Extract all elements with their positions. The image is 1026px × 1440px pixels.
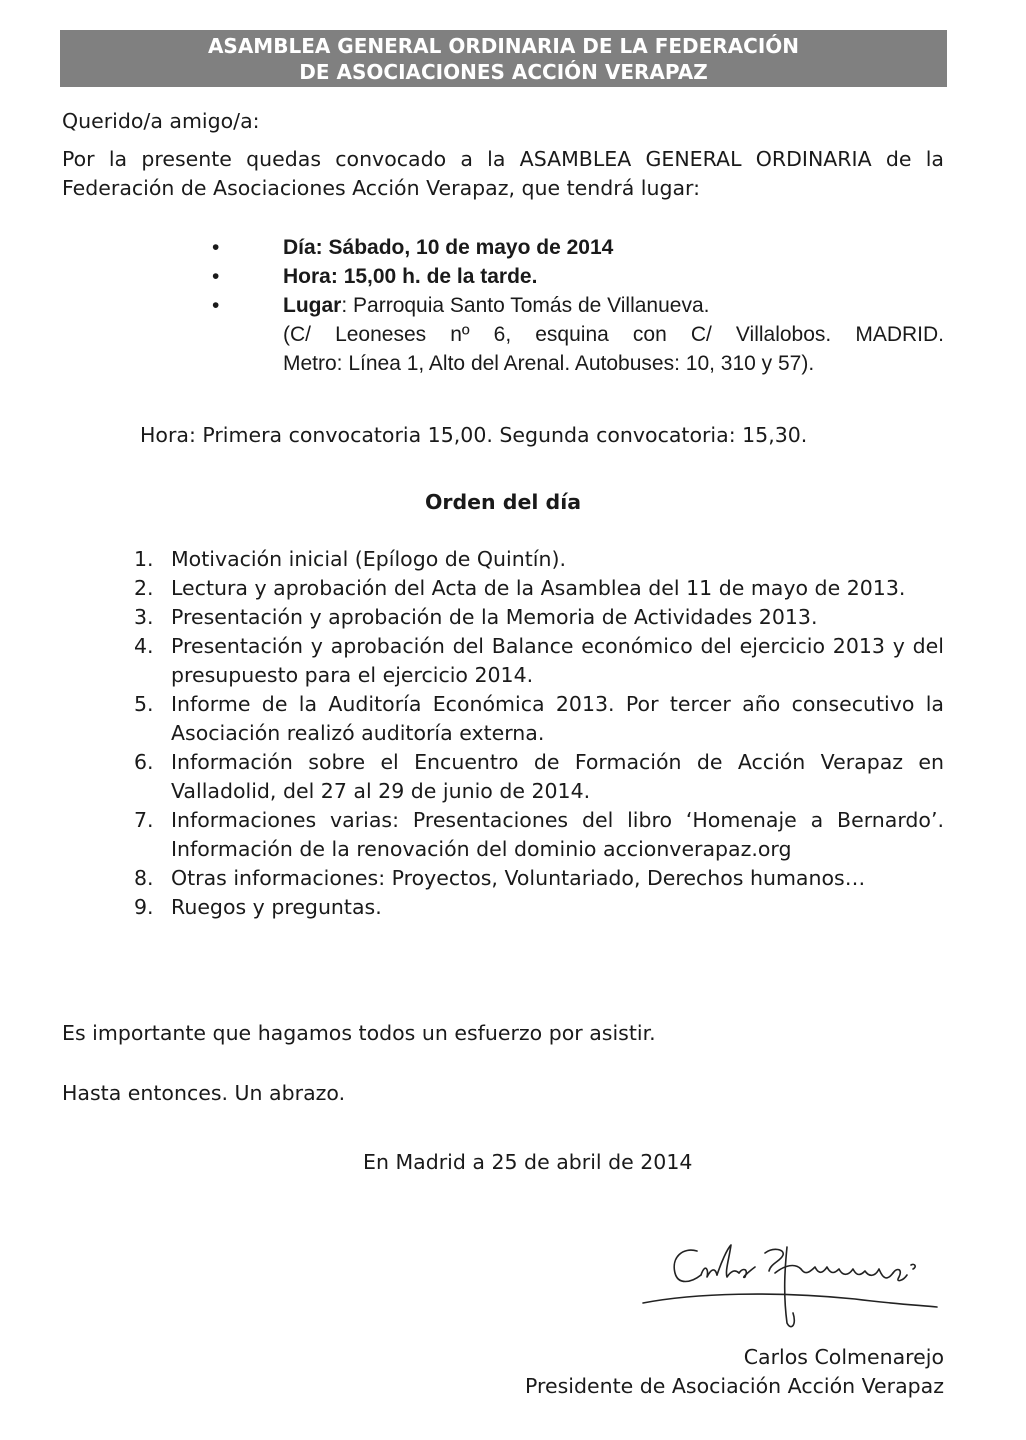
signer-block <box>525 1343 944 1401</box>
detail-lugar <box>200 291 944 320</box>
agenda-item-number: 1. <box>134 547 154 571</box>
agenda-item-number: 7. <box>134 808 154 832</box>
agenda-item-text: Informe de la Auditoría Económica 2013. Por tercer año consecutivo la Asociación realizó auditoría externa. <box>171 692 944 745</box>
agenda-item-number: 6. <box>134 750 154 774</box>
agenda-item <box>130 864 944 893</box>
meeting-details <box>200 233 944 378</box>
signer-name: Carlos Colmenarejo <box>743 1345 944 1369</box>
intro-paragraph: Por la presente quedas convocado a la ASAMBLEA GENERAL ORDINARIA de la Federación de Asociaciones Acción Verapaz, que tendrá lugar: <box>62 147 944 200</box>
convocation-hours: Hora: Primera convocatoria 15,00. Segunda convocatoria: 15,30. <box>140 423 808 447</box>
place-date: En Madrid a 25 de abril de 2014 <box>363 1150 693 1174</box>
dia-label: Día: <box>283 236 323 259</box>
agenda-item <box>130 690 944 748</box>
agenda-item-text: Presentación y aprobación de la Memoria de Actividades 2013. <box>171 605 818 629</box>
farewell: Hasta entonces. Un abrazo. <box>62 1081 346 1105</box>
agenda-item <box>130 632 944 690</box>
agenda-item <box>130 574 944 603</box>
agenda-title: Orden del día <box>424 490 582 514</box>
agenda-item-text: Motivación inicial (Epílogo de Quintín). <box>171 547 566 571</box>
header-line-2: DE ASOCIACIONES ACCIÓN VERAPAZ <box>299 60 708 84</box>
lugar-label: Lugar <box>283 294 342 317</box>
agenda-item-text: Información sobre el Encuentro de Formación de Acción Verapaz en Valladolid, del 27 al 29 de junio de 2014. <box>171 750 944 803</box>
bullet-icon: • <box>212 294 220 317</box>
agenda-item <box>130 893 944 922</box>
agenda-item-number: 5. <box>134 692 154 716</box>
hora-label: Hora: <box>283 265 338 288</box>
detail-hora <box>200 262 944 291</box>
agenda-item-text: Ruegos y preguntas. <box>171 895 382 919</box>
document-header <box>60 30 947 87</box>
agenda-item-number: 4. <box>134 634 154 658</box>
agenda-item <box>130 806 944 864</box>
agenda-item-text: Lectura y aprobación del Acta de la Asamblea del 11 de mayo de 2013. <box>171 576 906 600</box>
greeting: Querido/a amigo/a: <box>62 109 260 133</box>
agenda-list <box>130 545 944 922</box>
header-line-1: ASAMBLEA GENERAL ORDINARIA DE LA FEDERACIÓN <box>207 34 800 58</box>
agenda-item-text: Informaciones varias: Presentaciones del libro ‘Homenaje a Bernardo’. Información de la renovación del dominio accionverapaz.org <box>171 808 944 861</box>
bullet-icon: • <box>212 265 220 288</box>
agenda-item-text: Presentación y aprobación del Balance económico del ejercicio 2013 y del presupuesto para el ejercicio 2014. <box>171 634 944 687</box>
dia-value: Sábado, 10 de mayo de 2014 <box>328 236 614 259</box>
detail-dia <box>200 233 944 262</box>
agenda-item-number: 8. <box>134 866 154 890</box>
signer-title: Presidente de Asociación Acción Verapaz <box>524 1374 944 1398</box>
lugar-transport: Metro: Línea 1, Alto del Arenal. Autobuses: 10, 310 y 57). <box>283 352 815 375</box>
lugar-value: Parroquia Santo Tomás de Villanueva. <box>353 294 710 317</box>
signature-image <box>635 1233 940 1338</box>
agenda-item <box>130 748 944 806</box>
agenda-item <box>130 545 944 574</box>
agenda-item-number: 9. <box>134 895 154 919</box>
agenda-item-number: 2. <box>134 576 154 600</box>
lugar-colon: : <box>341 294 348 317</box>
lugar-address: (C/ Leoneses nº 6, esquina con C/ Villalobos. MADRID. <box>283 323 944 346</box>
bullet-icon: • <box>212 236 220 259</box>
agenda-item-number: 3. <box>134 605 154 629</box>
agenda-item-text: Otras informaciones: Proyectos, Voluntariado, Derechos humanos… <box>171 866 866 890</box>
hora-value: 15,00 h. de la tarde. <box>343 265 538 288</box>
agenda-item <box>130 603 944 632</box>
closing-remark: Es importante que hagamos todos un esfuerzo por asistir. <box>62 1021 656 1045</box>
